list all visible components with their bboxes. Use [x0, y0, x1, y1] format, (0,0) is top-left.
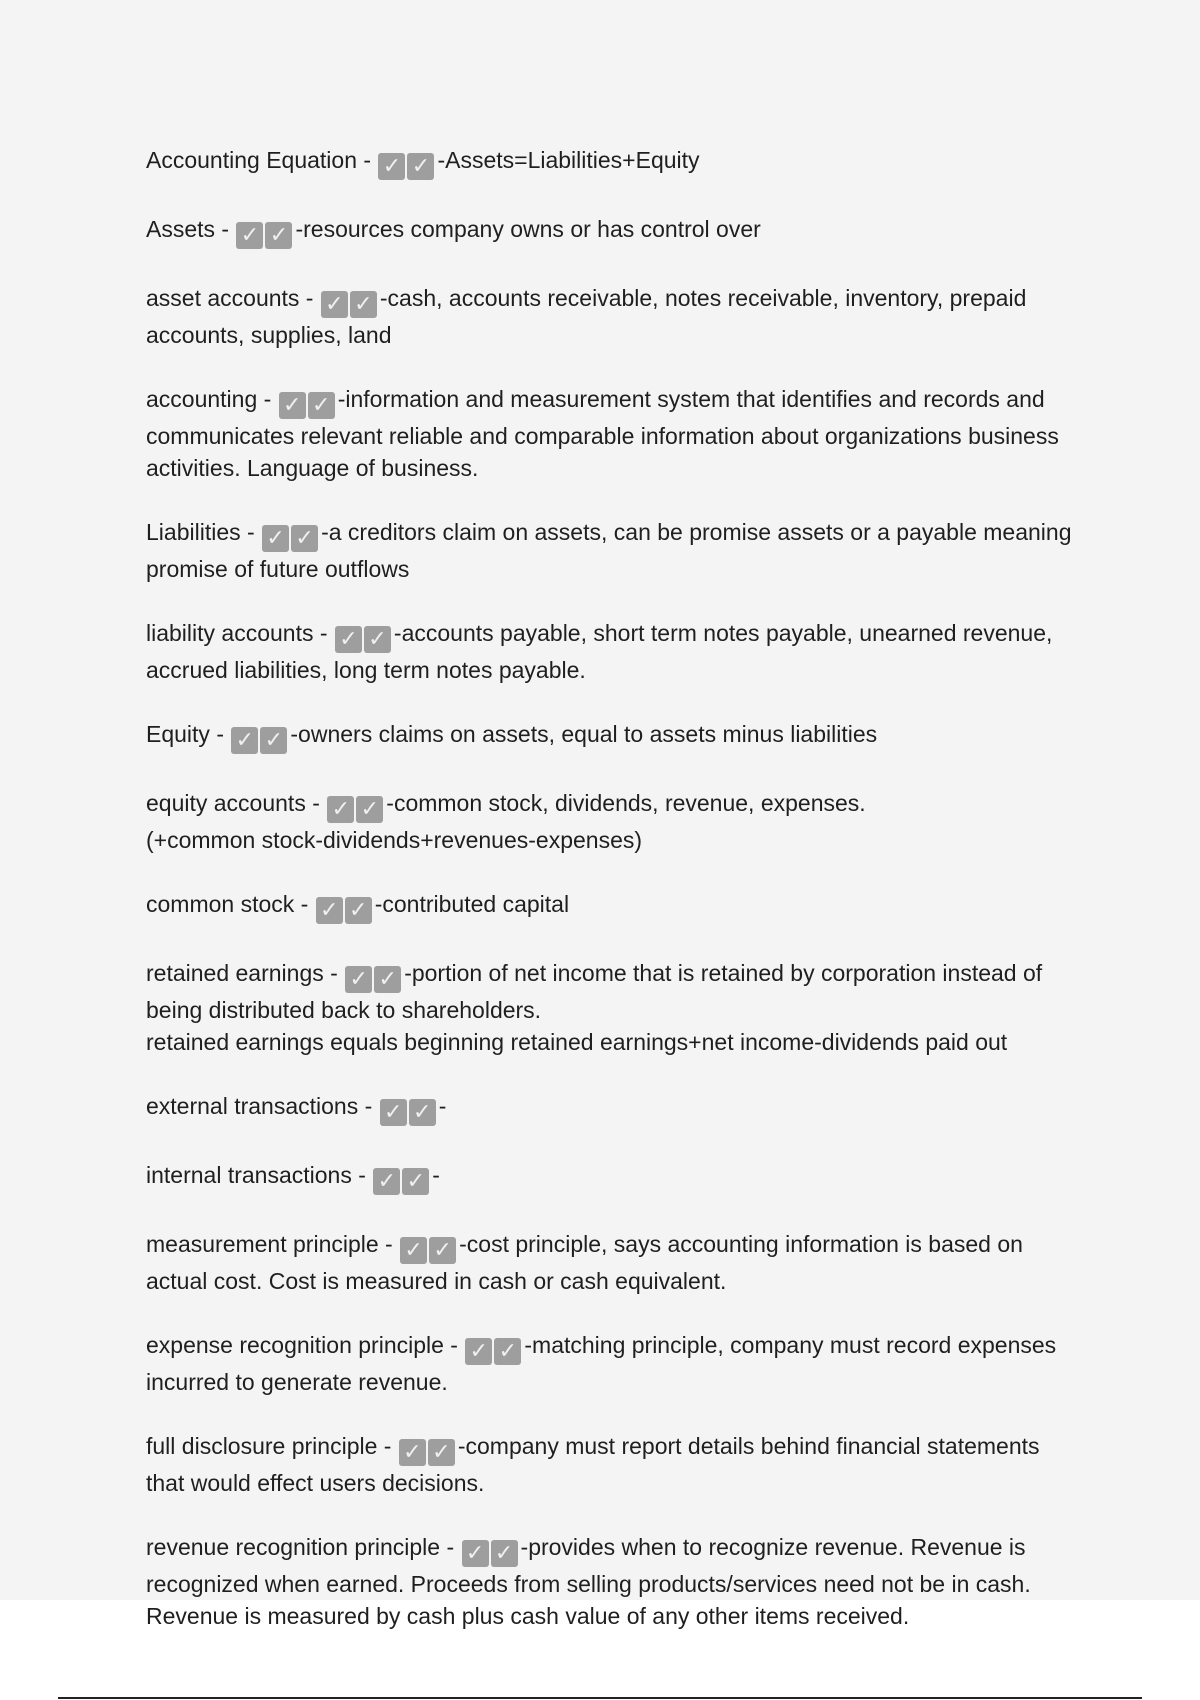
check-marks: [321, 287, 379, 319]
check-mark-icon: ✓: [356, 796, 383, 823]
entry-definition: -resources company owns or has control over: [295, 216, 761, 242]
check-marks: [262, 521, 320, 553]
check-mark-icon: ✓: [380, 1099, 407, 1126]
entry-separator: -: [257, 386, 278, 412]
check-mark-icon: ✓: [378, 153, 405, 180]
check-mark-icon: ✓: [279, 392, 306, 419]
entry-separator: -: [294, 891, 315, 917]
entry-definition: -a creditors claim on assets, can be promise assets or a payable meaning promise of future outflows: [146, 519, 1072, 582]
check-marks: [236, 218, 294, 250]
glossary-entry: [146, 1090, 1076, 1127]
glossary-entry: [146, 282, 1076, 351]
glossary-list: [146, 144, 1076, 1664]
glossary-entry: [146, 1329, 1076, 1398]
glossary-entry: [146, 1531, 1076, 1632]
check-marks: [465, 1334, 523, 1366]
entry-separator: -: [215, 216, 236, 242]
entry-term: Liabilities: [146, 519, 241, 545]
check-mark-icon: ✓: [350, 291, 377, 318]
glossary-entry: [146, 516, 1076, 585]
glossary-entry: [146, 213, 1076, 250]
check-marks: [462, 1536, 520, 1568]
entry-term: expense recognition principle: [146, 1332, 444, 1358]
check-mark-icon: ✓: [291, 525, 318, 552]
check-marks: [231, 723, 289, 755]
entry-term: Equity: [146, 721, 210, 747]
entry-term: common stock: [146, 891, 295, 917]
entry-extra-line: (+common stock-dividends+revenues-expenses): [146, 827, 643, 853]
entry-definition: -information and measurement system that identifies and records and communicates relevant reliable and comparable information about organizations business activities. Language of business.: [146, 386, 1059, 481]
check-mark-icon: ✓: [373, 1168, 400, 1195]
check-mark-icon: ✓: [345, 966, 372, 993]
check-marks: [399, 1435, 457, 1467]
check-marks: [400, 1233, 458, 1265]
check-mark-icon: ✓: [236, 222, 263, 249]
check-mark-icon: ✓: [399, 1439, 426, 1466]
entry-definition: -portion of net income that is retained by corporation instead of being distributed back to shareholders.: [146, 960, 1043, 1023]
check-marks: [279, 388, 337, 420]
check-mark-icon: ✓: [465, 1338, 492, 1365]
entry-separator: -: [443, 1332, 465, 1358]
entry-term: liability accounts: [146, 620, 314, 646]
entry-definition: -owners claims on assets, equal to assets minus liabilities: [290, 721, 878, 747]
entry-definition: -cash, accounts receivable, notes receivable, inventory, prepaid accounts, supplies, land: [146, 285, 1027, 348]
check-mark-icon: ✓: [265, 222, 292, 249]
entry-separator: -: [440, 1534, 461, 1560]
entry-separator: -: [351, 1162, 373, 1188]
glossary-entry: [146, 617, 1076, 686]
glossary-entry: [146, 1430, 1076, 1499]
check-marks: [380, 1095, 438, 1127]
check-mark-icon: ✓: [364, 626, 391, 653]
entry-term: Accounting Equation: [146, 147, 357, 173]
entry-separator: -: [357, 147, 378, 173]
glossary-entry: [146, 1228, 1076, 1297]
entry-term: external transactions: [146, 1093, 359, 1119]
check-mark-icon: ✓: [308, 392, 335, 419]
entry-separator: -: [378, 1231, 400, 1257]
entry-separator: -: [299, 285, 320, 311]
entry-term: Assets: [146, 216, 216, 242]
entry-definition: -company must report details behind financial statements that would effect users decisions.: [146, 1433, 1040, 1496]
entry-definition: -contributed capital: [374, 891, 570, 917]
check-marks: [316, 893, 374, 925]
entry-definition: -Assets=Liabilities+Equity: [437, 147, 700, 173]
entry-definition: -: [432, 1162, 440, 1188]
glossary-entry: [146, 383, 1076, 484]
entry-separator: -: [305, 790, 327, 816]
check-marks: [327, 792, 385, 824]
entry-term: revenue recognition principle: [146, 1534, 441, 1560]
entry-term: accounting: [146, 386, 258, 412]
glossary-entry: [146, 1159, 1076, 1196]
glossary-entry: [146, 144, 1076, 181]
check-mark-icon: ✓: [316, 897, 343, 924]
check-mark-icon: ✓: [491, 1540, 518, 1567]
entry-term: retained earnings: [146, 960, 324, 986]
glossary-entry: [146, 888, 1076, 925]
footer-divider: [58, 1697, 1142, 1699]
entry-separator: -: [323, 960, 345, 986]
check-mark-icon: ✓: [402, 1168, 429, 1195]
entry-separator: -: [377, 1433, 398, 1459]
check-mark-icon: ✓: [335, 626, 362, 653]
glossary-entry: [146, 787, 1076, 856]
check-marks: [378, 149, 436, 181]
entry-term: measurement principle: [146, 1231, 379, 1257]
check-mark-icon: ✓: [400, 1237, 427, 1264]
glossary-entry: [146, 957, 1076, 1058]
glossary-entry: [146, 718, 1076, 755]
check-mark-icon: ✓: [262, 525, 289, 552]
entry-separator: -: [209, 721, 231, 747]
entry-term: full disclosure principle: [146, 1433, 378, 1459]
check-mark-icon: ✓: [494, 1338, 521, 1365]
check-mark-icon: ✓: [428, 1439, 455, 1466]
check-mark-icon: ✓: [260, 727, 287, 754]
check-marks: [345, 962, 403, 994]
entry-definition: -cost principle, says accounting information is based on actual cost. Cost is measured in cash or cash equivalent.: [146, 1231, 1023, 1294]
check-mark-icon: ✓: [429, 1237, 456, 1264]
check-mark-icon: ✓: [462, 1540, 489, 1567]
check-mark-icon: ✓: [345, 897, 372, 924]
entry-term: asset accounts: [146, 285, 300, 311]
entry-definition: -common stock, dividends, revenue, expenses.: [386, 790, 866, 816]
check-mark-icon: ✓: [407, 153, 434, 180]
entry-term: equity accounts: [146, 790, 306, 816]
entry-separator: -: [313, 620, 334, 646]
entry-definition: -matching principle, company must record expenses incurred to generate revenue.: [146, 1332, 1057, 1395]
entry-term: internal transactions: [146, 1162, 352, 1188]
check-mark-icon: ✓: [231, 727, 258, 754]
entry-definition: -: [438, 1093, 447, 1119]
entry-definition: -accounts payable, short term notes payable, unearned revenue, accrued liabilities, long term notes payable.: [146, 620, 1053, 683]
check-mark-icon: ✓: [327, 796, 354, 823]
entry-separator: -: [358, 1093, 379, 1119]
check-marks: [373, 1164, 431, 1196]
check-mark-icon: ✓: [409, 1099, 436, 1126]
check-mark-icon: ✓: [321, 291, 348, 318]
entry-definition: -provides when to recognize revenue. Revenue is recognized when earned. Proceeds from selling products/services need not be in cash. Revenue is measured by cash plus cash value of any other items received.: [146, 1534, 1031, 1629]
entry-separator: -: [240, 519, 262, 545]
check-mark-icon: ✓: [374, 966, 401, 993]
entry-extra-line: retained earnings equals beginning retained earnings+net income-dividends paid out: [146, 1029, 1008, 1055]
check-marks: [335, 622, 393, 654]
